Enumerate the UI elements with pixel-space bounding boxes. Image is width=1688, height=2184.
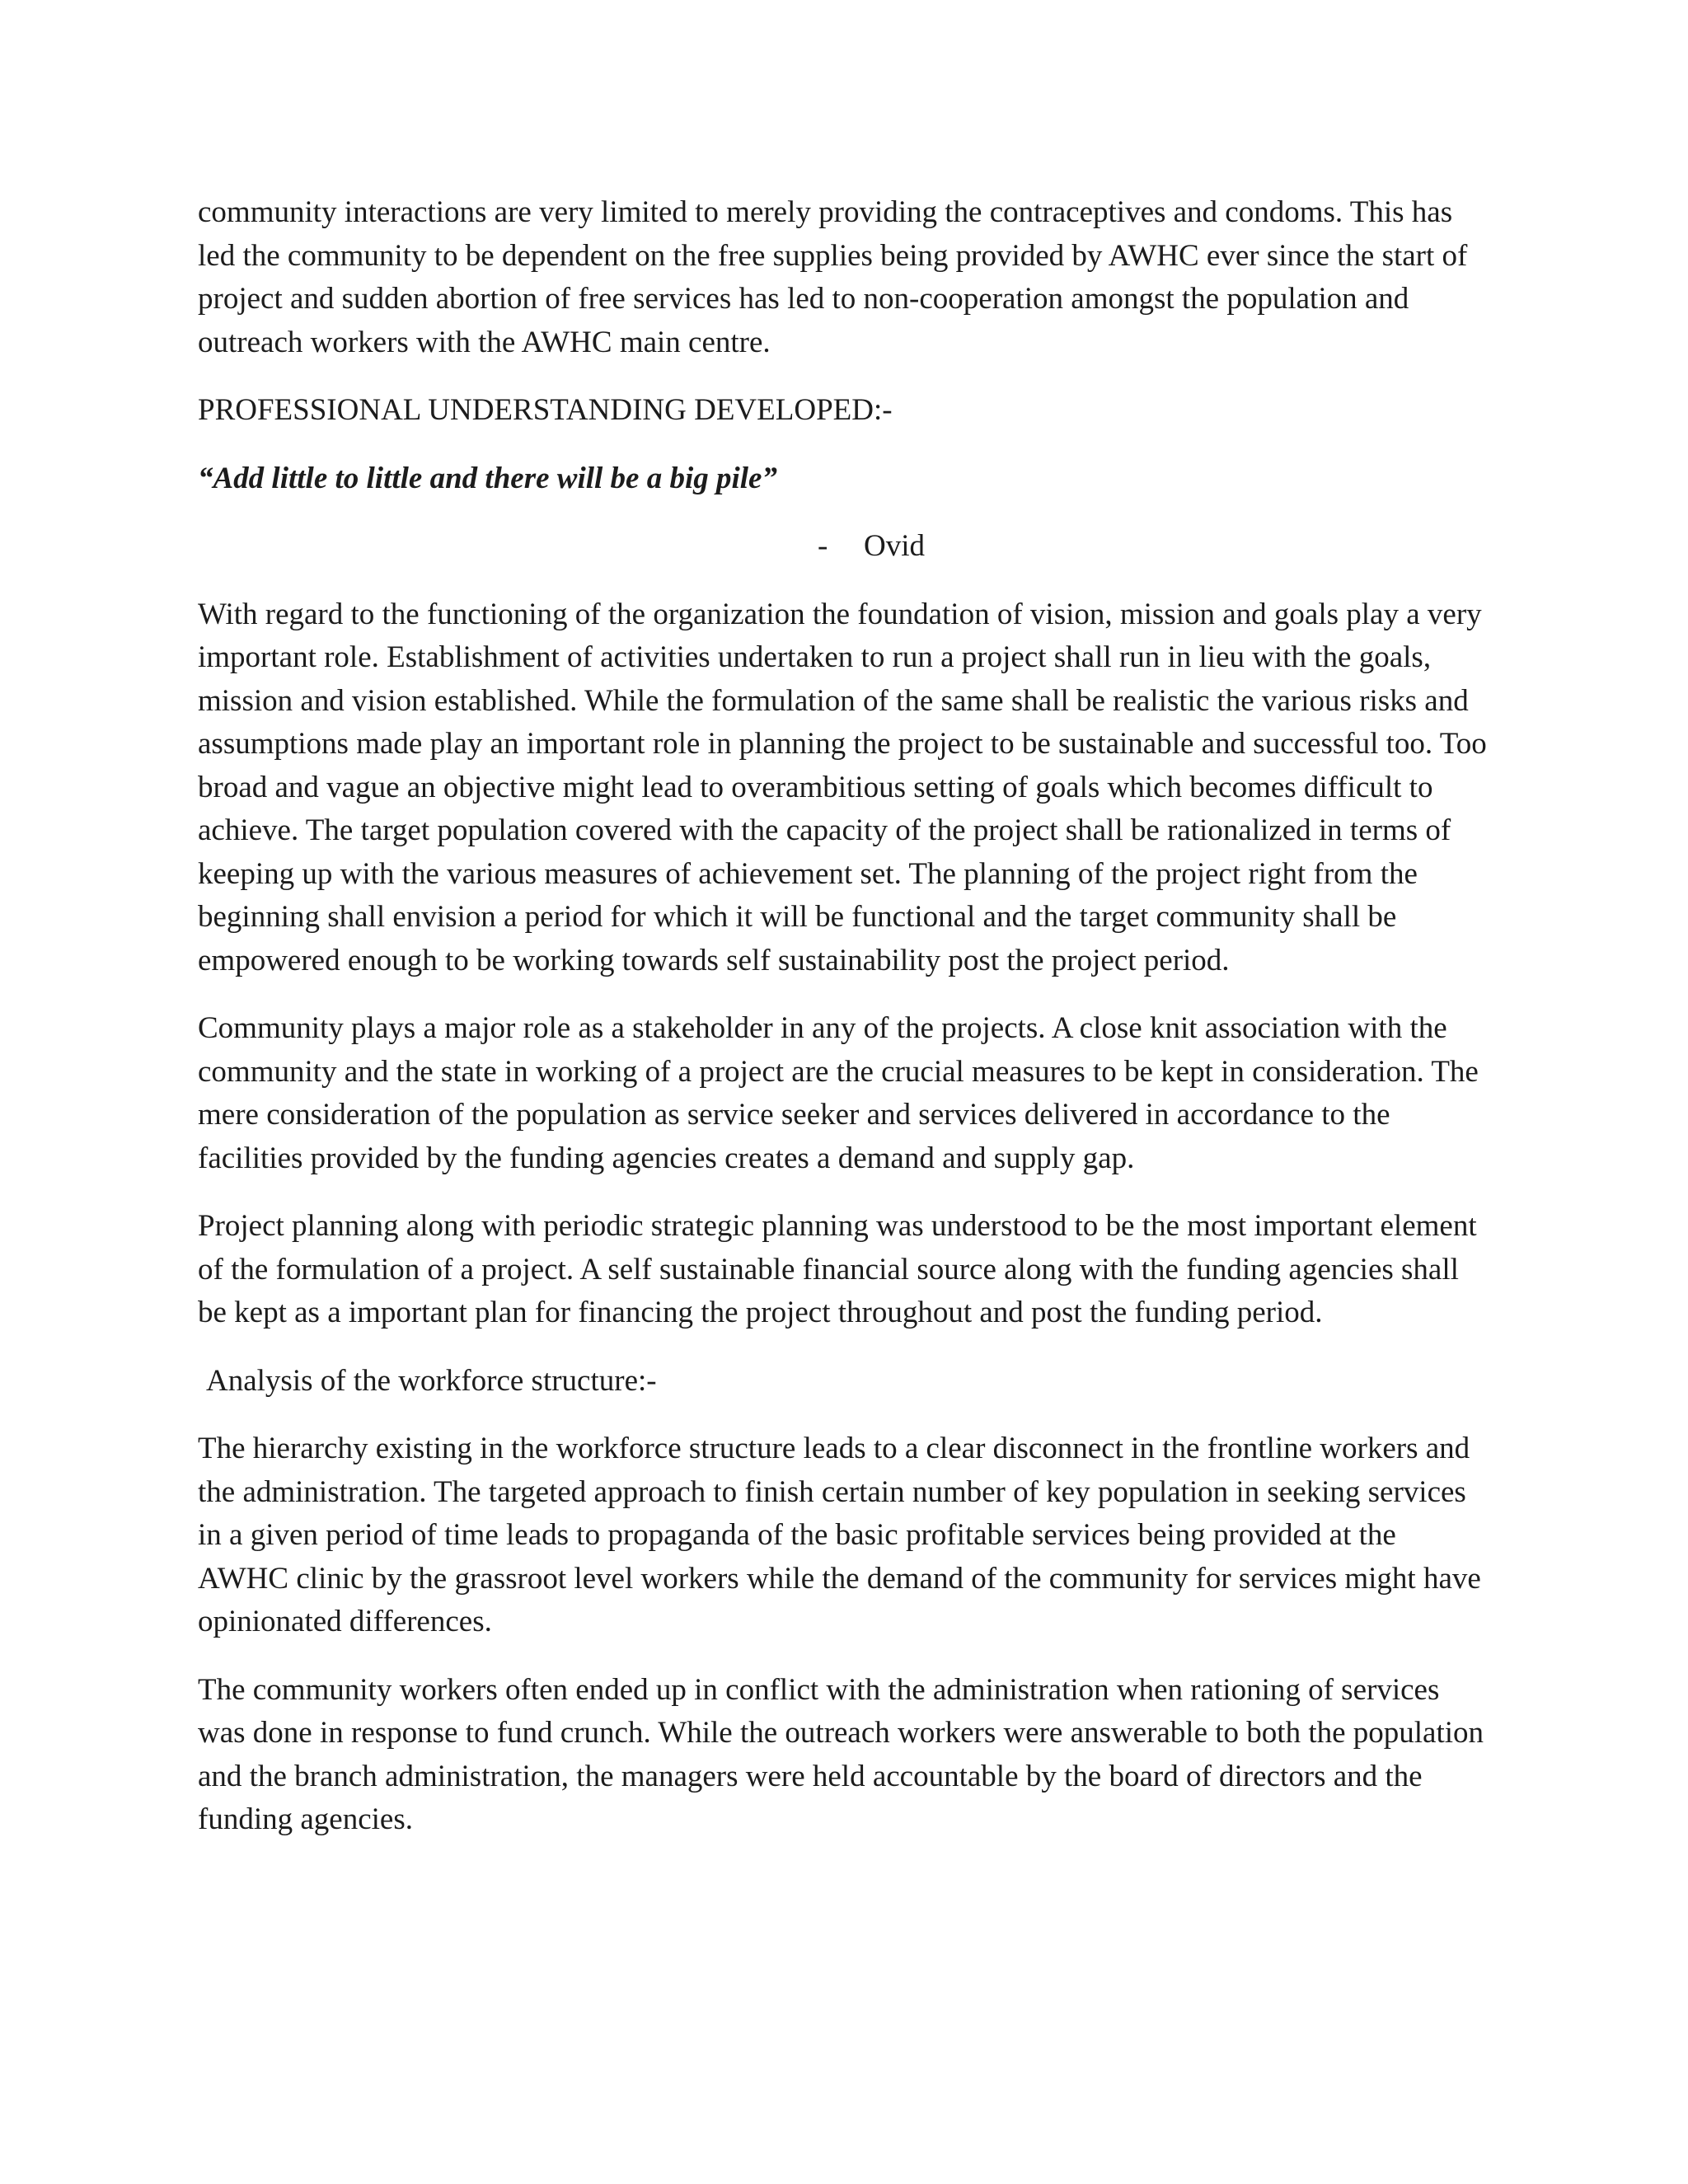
page-body — [198, 191, 1492, 1867]
attribution-dash: - — [818, 529, 828, 563]
paragraph-community-stakeholder: Community plays a major role as a stakeholder in any of the projects. A close knit association with the community and the state in working of a project are the crucial measures to be kept in consideration. The mere consideration of the population as service seeker and services delivered in accordance to the facilities provided by the funding agencies creates a demand and supply gap. — [198, 1011, 1479, 1175]
paragraph-community-workers-conflict: The community workers often ended up in conflict with the administration when rationing of services was done in response to fund crunch. While the outreach workers were answerable to both the population and the branch administration, the managers were held accountable by the board of directors and the funding agencies. — [198, 1672, 1484, 1836]
quote-attribution — [198, 525, 1492, 569]
attribution-name: Ovid — [864, 529, 925, 563]
paragraph-project-planning: Project planning along with periodic strategic planning was understood to be the most important element of the formulation of a project. A self sustainable financial source along with the funding agencies shall be kept as a important plan for financing the project throughout and post the funding period. — [198, 1209, 1477, 1329]
quote-text: “Add little to little and there will be a big pile” — [198, 461, 777, 495]
paragraph-workforce-hierarchy: The hierarchy existing in the workforce structure leads to a clear disconnect in the frontline workers and the administration. The targeted approach to finish certain number of key population in seeking services in a given period of time leads to propaganda of the basic profitable services being provided at the AWHC clinic by the grassroot level workers while the demand of the community for services might have opinionated differences. — [198, 1432, 1481, 1638]
paragraph-organization-functioning: With regard to the functioning of the organization the foundation of vision, mission and goals play a very important role. Establishment of activities undertaken to run a project shall run in lieu with the goals, mission and vision established. While the formulation of the same shall be realistic the various risks and assumptions made play an important role in planning the project to be sustainable and successful too. Too broad and vague an objective might lead to overambitious setting of goals which becomes difficult to achieve. The target population covered with the capacity of the project shall be rationalized in terms of keeping up with the various measures of achievement set. The planning of the project right from the beginning shall envision a period for which it will be functional and the target community shall be empowered enough to be working towards self sustainability post the project period. — [198, 597, 1487, 977]
section-heading-workforce-analysis: Analysis of the workforce structure:- — [206, 1363, 657, 1398]
section-heading-professional-understanding: PROFESSIONAL UNDERSTANDING DEVELOPED:- — [198, 393, 893, 427]
paragraph-intro: community interactions are very limited to merely providing the contraceptives and condoms. This has led the community to be dependent on the free supplies being provided by AWHC ever since the start of project and sudden abortion of free services has led to non-cooperation amongst the population and outreach workers with the AWHC main centre. — [198, 195, 1468, 359]
